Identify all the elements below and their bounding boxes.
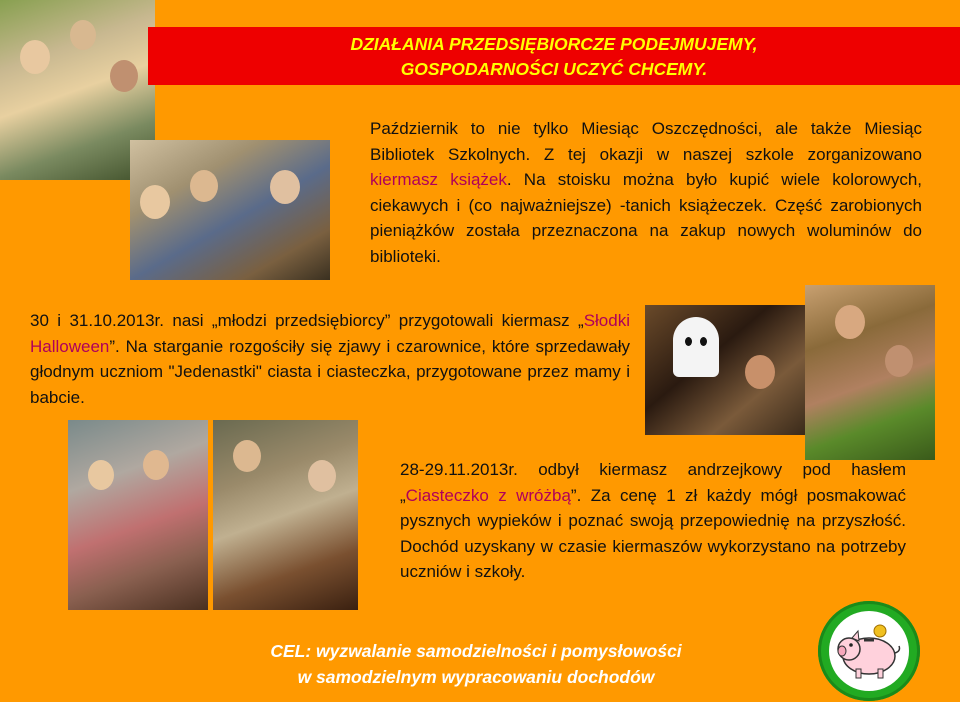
goal-line2: w samodzielnym wypracowaniu dochodów	[297, 667, 655, 687]
header-title-line1: DZIAŁANIA PRZEDSIĘBIORCZE PODEJMUJEMY,	[350, 34, 758, 54]
halloween-ghost-photo	[645, 305, 805, 435]
paragraph-text: 30 i 31.10.2013r. nasi „młodzi przedsiębiorcy” przygotowali kiermasz „	[30, 311, 584, 330]
andrzejki-cookie-photo	[213, 420, 358, 610]
book-fair-paragraph	[370, 116, 922, 269]
andrzejki-paragraph	[400, 457, 906, 585]
halloween-highlight: Słodki Halloween	[30, 311, 630, 356]
ghost-figure	[673, 317, 719, 377]
header-title-line2: GOSPODARNOŚCI UCZYĆ CHCEMY.	[400, 59, 708, 79]
paragraph-text: . Na stoisku można było kupić wiele kolorowych, ciekawych i (co najważniejsze) -tanich książeczek. Część zarobionych pieniążków została przeznaczona na zakup nowych woluminów do biblioteki.	[370, 170, 922, 266]
halloween-stall-photo	[805, 285, 935, 460]
goal-line1: CEL: wyzwalanie samodzielności i pomysłowości	[270, 641, 682, 661]
goal-statement	[176, 638, 776, 690]
paragraph-text: ”. Za cenę 1 zł każdy mógł posmakować pysznych wypieków i poznać swoją przepowiednię na przyszłość. Dochód uzyskany w czasie kiermaszów wykorzystano na potrzeby uczniów i szkoły.	[400, 485, 906, 581]
book-stall-photo	[130, 140, 330, 280]
header-banner	[148, 27, 960, 85]
piggy-bank-icon	[818, 601, 920, 701]
book-fair-highlight: kiermasz książek	[370, 170, 507, 189]
paragraph-text: ”. Na starganie rozgościły się zjawy i czarownice, które sprzedawały głodnym uczniom "Jedenastki" ciasta i ciasteczka, przygotowane przez mamy i babcie.	[30, 336, 630, 407]
halloween-paragraph	[30, 308, 630, 410]
paragraph-text: Październik to nie tylko Miesiąc Oszczędności, ale także Miesiąc Bibliotek Szkolnych. Z tej okazji w naszej szkole zorganizowano	[370, 119, 922, 164]
paragraph-text: 28-29.11.2013r. odbył kiermasz andrzejkowy pod hasłem „	[400, 460, 906, 505]
cake-sale-photo	[68, 420, 208, 610]
andrzejki-highlight: Ciasteczko z wróżbą	[405, 485, 571, 505]
